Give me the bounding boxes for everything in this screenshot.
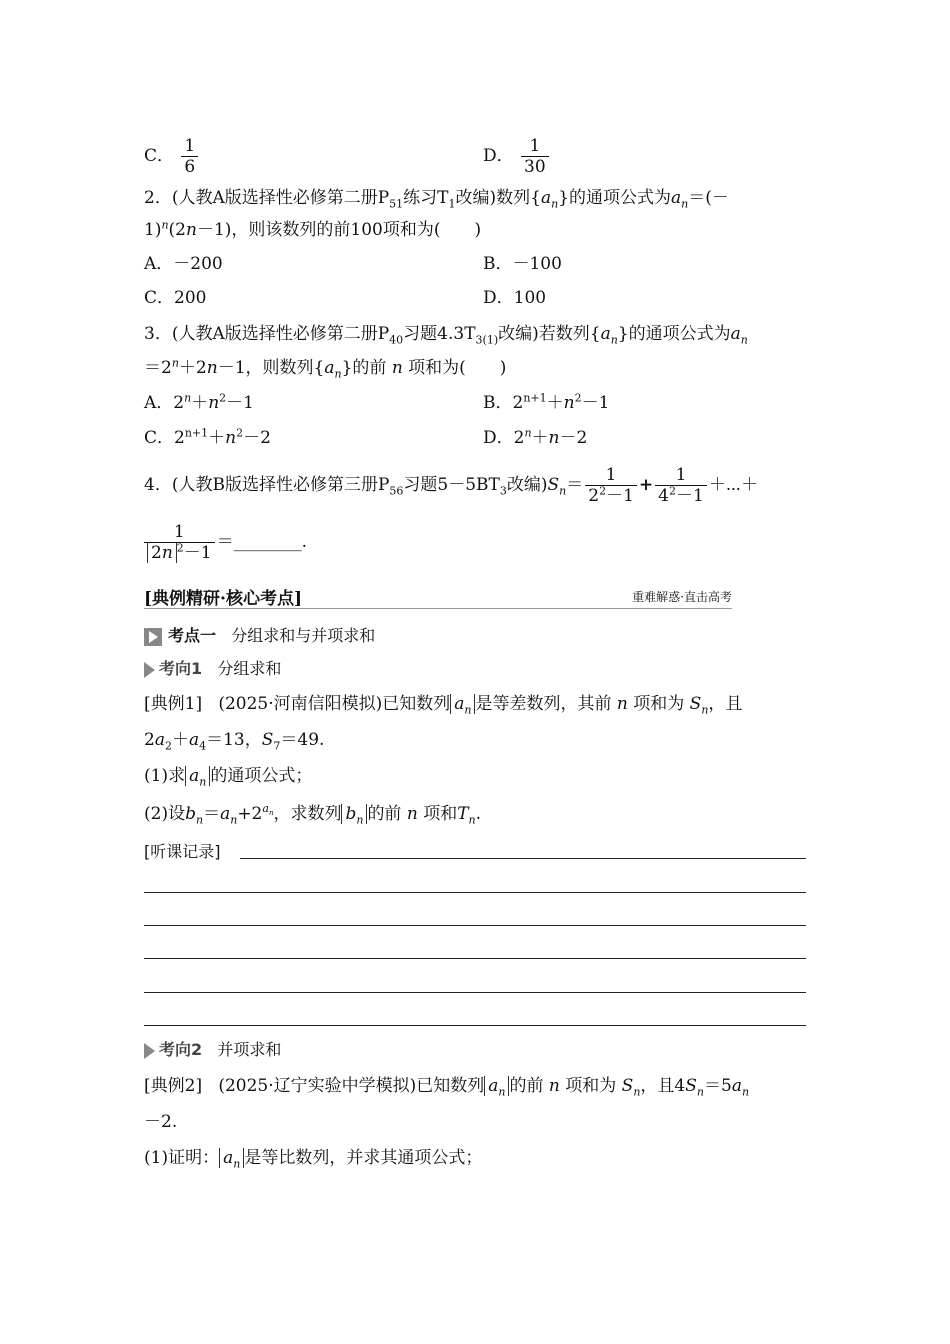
option-c-prev bbox=[144, 136, 200, 177]
example-1-part1: (1)求 $a_n$ 的通项公式； bbox=[144, 766, 313, 789]
example-2-line1: [典例2] (2025·辽宁实验中学模拟)已知数列 $a_n$ 的前 n 项和为 $S_n$，且$4S_n=5a_n$ bbox=[144, 1076, 750, 1099]
question-2-option-b: B．－100 bbox=[483, 254, 562, 274]
option-label: D． bbox=[483, 146, 514, 166]
fraction: $\frac{1}{30}$ bbox=[521, 136, 549, 177]
option-d-prev bbox=[483, 136, 551, 177]
notes-line[interactable] bbox=[240, 858, 806, 859]
fraction: $\frac{1}{2^2-1}$ bbox=[585, 465, 637, 506]
question-3-line2: $=2^n+2n-1$，则数列$\{a_n\}$的前 n 项和为( ) bbox=[144, 356, 507, 381]
question-4-line2 bbox=[142, 520, 307, 564]
triangle-icon bbox=[144, 662, 155, 678]
subtopic-heading-1: 考向1 分组求和 bbox=[144, 657, 281, 681]
question-3-option-b: B．$2^{n+1}+n^2-1$ bbox=[483, 391, 610, 413]
notes-line[interactable] bbox=[144, 958, 806, 959]
question-2-option-c: C．200 bbox=[144, 288, 207, 308]
question-3-option-a: A．$2^n+n^2-1$ bbox=[144, 391, 254, 413]
triangle-icon bbox=[144, 1043, 155, 1059]
question-2-option-d: D．100 bbox=[483, 288, 547, 308]
question-3-option-c: C．$2^{n+1}+n^2-2$ bbox=[144, 426, 271, 448]
question-2-line1: 2．(人教A版选择性必修第二册$P_{51}$练习$T_1$改编)数列$\{a_n\}$的通项公式为$a_n=(-$ bbox=[144, 188, 729, 211]
example-2-part1: (1)证明： $a_n$ 是等比数列，并求其通项公式； bbox=[144, 1148, 483, 1171]
notes-line[interactable] bbox=[144, 1025, 806, 1026]
notes-label: [听课记录] bbox=[144, 842, 221, 861]
section-title: [典例精研·核心考点] bbox=[144, 589, 303, 609]
fraction: $\frac{1}{4^2-1}$ bbox=[655, 465, 707, 506]
fraction: $\frac{1}{2n ^2-1}$ bbox=[144, 522, 215, 563]
example-1-line2: $2a_2+a_4=13$，$S_7=49$. bbox=[144, 730, 325, 753]
subtopic-heading-2: 考向2 并项求和 bbox=[144, 1038, 281, 1062]
option-label: C． bbox=[144, 146, 175, 166]
example-2-line2: －2. bbox=[144, 1112, 178, 1132]
fraction: $\frac{1}{6}$ bbox=[181, 136, 198, 177]
question-2-line2: 1)$^n$(2n－1)，则该数列的前100项和为( ) bbox=[144, 218, 482, 240]
play-icon bbox=[144, 628, 162, 646]
notes-line[interactable] bbox=[144, 992, 806, 993]
topic-heading: 考点一 分组求和与并项求和 bbox=[144, 624, 375, 648]
example-1-line1: [典例1] (2025·河南信阳模拟)已知数列 $a_n$ 是等差数列，其前 n 项和为 $S_n$，且 bbox=[144, 694, 743, 717]
notes-line[interactable] bbox=[144, 925, 806, 926]
answer-blank: ＝________. bbox=[216, 532, 308, 552]
section-subtitle: 重难解惑·直击高考 bbox=[632, 590, 732, 604]
question-4-line1: 4．(人教B版选择性必修第三册$P_{56}$习题$5-5BT_3$改编)$S_n=$ $\frac{1}{2^2-1}$ + $\frac{1}{4^2-1}$ ＋⋯＋ bbox=[144, 465, 759, 506]
question-3-option-d: D．$2^n+n-2$ bbox=[483, 426, 588, 448]
question-2-option-a: A．－200 bbox=[144, 254, 223, 274]
section-header bbox=[144, 586, 732, 609]
question-3-line1: 3．(人教A版选择性必修第二册$P_{40}$习题$4.3T_{3(1)}$改编)若数列$\{a_n\}$的通项公式为$a_n$ bbox=[144, 324, 748, 347]
notes-line[interactable] bbox=[144, 892, 806, 893]
example-1-part2: (2)设$b_n=a_n+2^{a_n}$，求数列 $b_n$ 的前 n 项和$T_n$. bbox=[144, 802, 482, 827]
